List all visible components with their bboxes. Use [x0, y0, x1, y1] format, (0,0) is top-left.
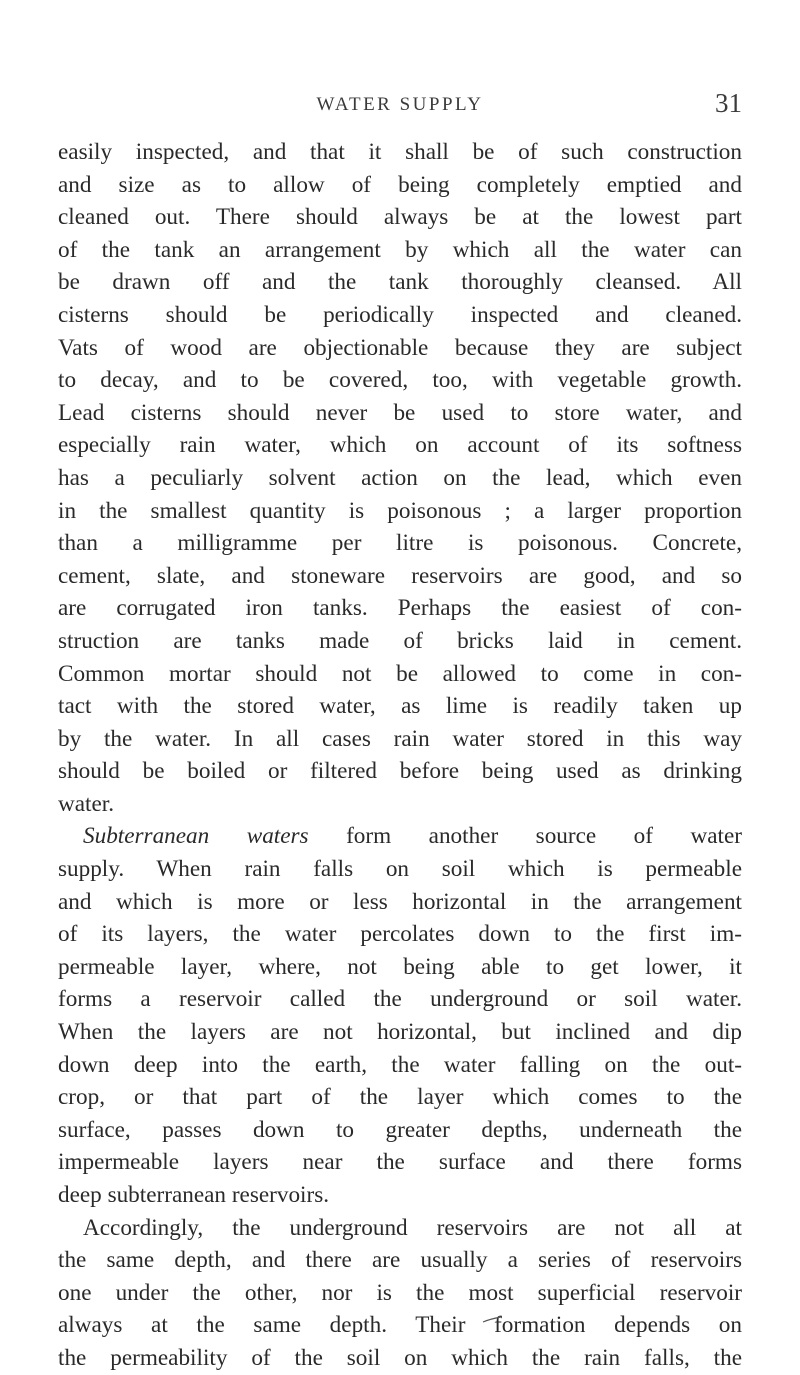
text-line: the permeability of the soil on which the rain falls, the [58, 1344, 742, 1371]
page-number: 31 [715, 88, 742, 118]
text-line: surface, passes down to greater depths, underneath the [58, 1116, 742, 1143]
text-line: always at the same depth. Their formation depends on [58, 1312, 742, 1339]
running-title: WATER SUPPLY [316, 94, 484, 115]
text-line: crop, or that part of the layer which comes to the [58, 1084, 742, 1111]
text-line: has a peculiarly solvent action on the lead, which even [58, 464, 742, 491]
text-line: cisterns should be periodically inspected and cleaned. [58, 301, 742, 328]
text-line: by the water. In all cases rain water stored in this way [58, 725, 742, 752]
text-line: easily inspected, and that it shall be of such construction [58, 139, 742, 165]
text-line: permeable layer, where, not being able to get lower, it [58, 953, 742, 980]
ink-speck-mark [482, 1316, 502, 1324]
italic-term: Subterranean waters [83, 823, 309, 850]
text-line: and size as to allow of being completely emptied and [58, 171, 742, 198]
text-line: supply. When rain falls on soil which is permeable [58, 856, 742, 883]
text-line: down deep into the earth, the water falling on the out- [58, 1051, 742, 1078]
text-line: Lead cisterns should never be used to store water, and [58, 399, 742, 426]
text-line: deep subterranean reservoirs. [58, 1182, 330, 1208]
text-line: to decay, and to be covered, too, with vegetable growth. [58, 367, 742, 394]
text-line: especially rain water, which on account of its softness [58, 432, 742, 459]
running-head [58, 88, 742, 124]
text-line: impermeable layers near the surface and there forms [58, 1149, 742, 1176]
text-line: of its layers, the water percolates down to the first im- [58, 921, 742, 948]
text-line: struction are tanks made of bricks laid in cement. [58, 627, 742, 654]
text-line: one under the other, nor is the most superficial reservoir [58, 1279, 742, 1306]
text-line: than a milligramme per litre is poisonous. Concrete, [58, 530, 742, 557]
text-line: When the layers are not horizontal, but inclined and dip [58, 1019, 742, 1046]
text-line: water. [58, 790, 115, 817]
paragraph-opening-line: Accordingly, the underground reservoirs are not all at [83, 1214, 742, 1241]
text-line: Common mortar should not be allowed to come in con- [58, 660, 742, 687]
text-line: the same depth, and there are usually a series of reservoirs [58, 1247, 742, 1274]
text-line: should be boiled or filtered before being used as drinking [58, 758, 742, 785]
body-text [58, 136, 742, 1375]
text-line: tact with the stored water, as lime is readily taken up [58, 693, 742, 720]
text-line: forms a reservoir called the underground or soil water. [58, 986, 742, 1013]
text-line: Vats of wood are objectionable because they are subject [58, 334, 742, 361]
text-line: of the tank an arrangement by which all the water can [58, 236, 742, 263]
text-run: form another source of water [308, 823, 742, 850]
text-line: cement, slate, and stoneware reservoirs are good, and so [58, 562, 742, 589]
text-line: are corrugated iron tanks. Perhaps the easiest of con- [58, 595, 742, 622]
text-line: and which is more or less horizontal in the arrangement [58, 888, 742, 915]
text-line: be drawn off and the tank thoroughly cleansed. All [58, 269, 742, 296]
text-line: in the smallest quantity is poisonous ; a larger proportion [58, 497, 742, 524]
text-line: cleaned out. There should always be at the lowest part [58, 204, 742, 231]
paragraph-opening-line [58, 820, 742, 853]
